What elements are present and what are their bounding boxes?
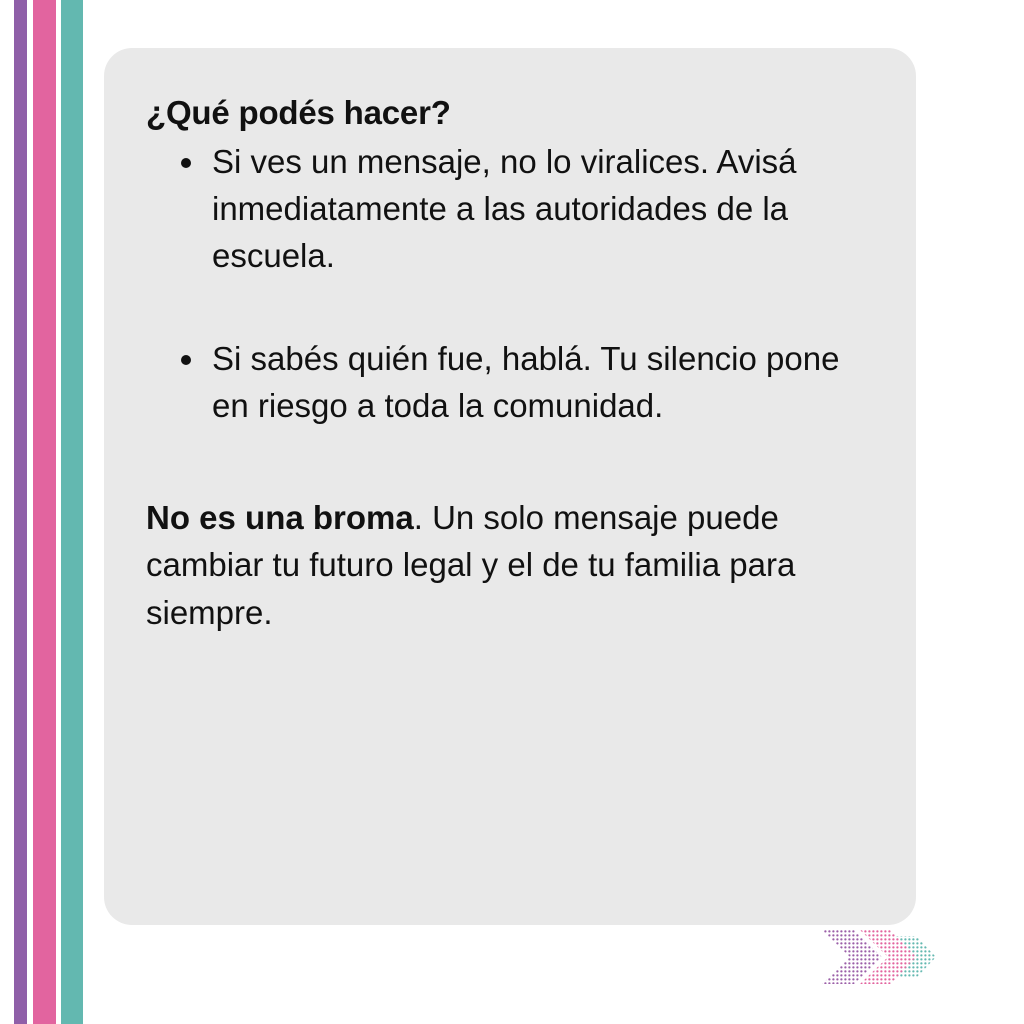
closing-paragraph [146, 494, 874, 638]
card-heading: ¿Qué podés hacer? [146, 94, 451, 131]
closing-rest: . Un solo mensaje puede cambiar tu futuro legal y el de tu familia para siempre. [146, 498, 796, 632]
advice-list [146, 139, 874, 429]
list-item: • Si ves un mensaje, no lo viralices. Avisá inmediatamente a las autoridades de la escuela. [208, 139, 874, 280]
chevron-logo-icon [820, 926, 938, 988]
left-stripe-decoration [0, 0, 83, 1024]
list-item: • Si sabés quién fue, hablá. Tu silencio pone en riesgo a toda la comunidad. [208, 336, 874, 430]
content-card [104, 48, 916, 925]
stripe-purple [14, 0, 27, 1024]
stripe-gap-outer [0, 0, 14, 1024]
stripe-pink [33, 0, 56, 1024]
stripe-teal [61, 0, 83, 1024]
closing-bold-lead: No es una broma [146, 498, 414, 536]
